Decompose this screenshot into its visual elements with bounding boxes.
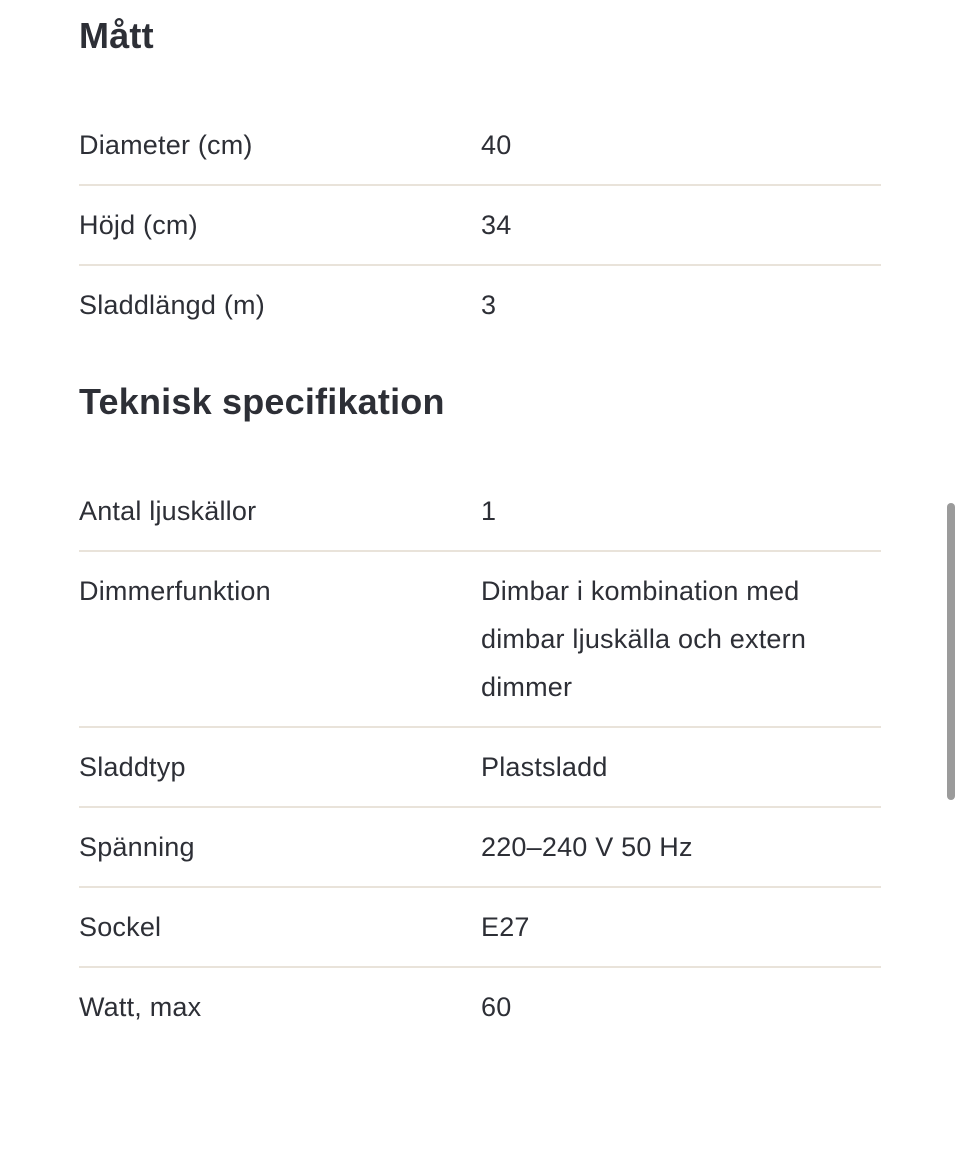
spec-value: Plastsladd: [481, 752, 608, 782]
spec-value: 1: [481, 496, 497, 526]
scrollbar-thumb[interactable]: [947, 503, 955, 800]
section-title-measurements: Mått: [79, 15, 154, 56]
spec-row-height: [79, 186, 881, 266]
spec-value: E27: [481, 912, 530, 942]
section-title-technical-specification: Teknisk specifikation: [79, 381, 445, 422]
technical-specification-table: [79, 472, 881, 1046]
spec-value: 34: [481, 210, 512, 240]
measurements-table: [79, 106, 881, 344]
spec-row-socket: [79, 888, 881, 968]
spec-row-cord-type: [79, 728, 881, 808]
spec-label: Spänning: [79, 832, 195, 862]
spec-label: Dimmerfunktion: [79, 576, 271, 606]
spec-value: 60: [481, 992, 512, 1022]
spec-value: 40: [481, 130, 512, 160]
spec-row-light-sources: [79, 472, 881, 552]
spec-label: Sladdtyp: [79, 752, 186, 782]
spec-value: Dimbar i kombination med dimbar ljuskälla och extern dimmer: [481, 576, 807, 702]
spec-value: 3: [481, 290, 497, 320]
spec-label: Sockel: [79, 912, 162, 942]
spec-row-dimmer-function: [79, 552, 881, 728]
spec-label: Antal ljuskällor: [79, 496, 257, 526]
spec-row-watt-max: [79, 968, 881, 1046]
spec-label: Diameter (cm): [79, 130, 253, 160]
spec-value: 220–240 V 50 Hz: [481, 832, 693, 862]
spec-label: Watt, max: [79, 992, 202, 1022]
spec-row-diameter: [79, 106, 881, 186]
spec-row-cord-length: [79, 266, 881, 344]
spec-label: Höjd (cm): [79, 210, 198, 240]
spec-label: Sladdlängd (m): [79, 290, 265, 320]
spec-row-voltage: [79, 808, 881, 888]
